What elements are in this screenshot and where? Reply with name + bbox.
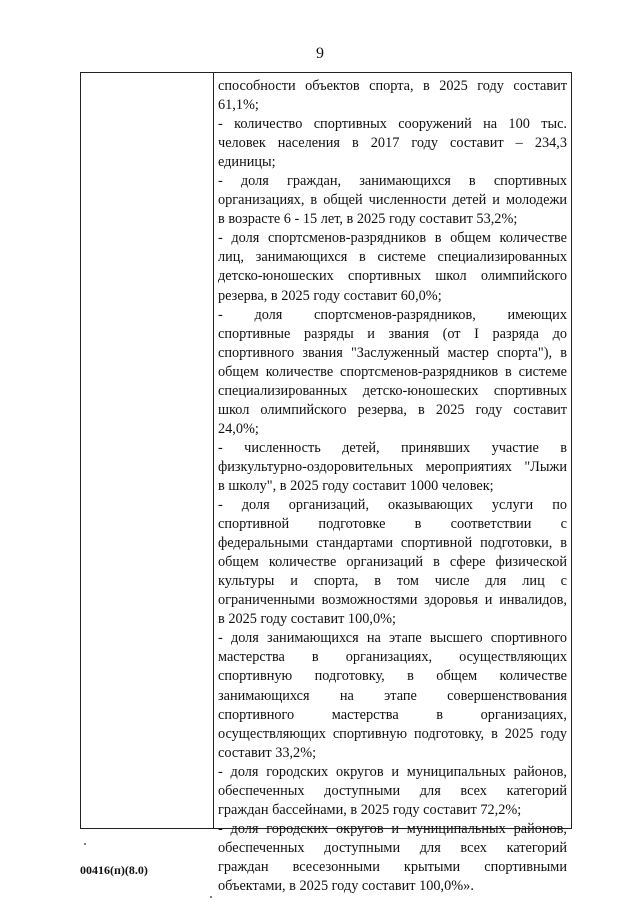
text-line: занимающихся на этапе совершенствования <box>218 687 567 704</box>
text-line: резерва, в 2025 году составит 60,0%; <box>218 287 442 304</box>
text-line: в 2025 году составит 100,0%; <box>218 611 396 628</box>
scan-speck <box>210 896 212 898</box>
text-line: спортивной подготовке в соответствии с <box>218 516 567 533</box>
text-line: общем количестве спортсменов-разрядников в системе <box>218 363 567 380</box>
text-line: культуры и спорта, в том числе для лиц с <box>218 573 567 590</box>
text-line: организациях, в общей численности детей и молодежи <box>218 192 567 209</box>
text-line: лиц, занимающихся в системе специализированных <box>218 249 567 266</box>
text-line: спортивного мастерства в организациях, <box>218 706 567 723</box>
scan-speck <box>84 843 86 845</box>
text-line: в возрасте 6 - 15 лет, в 2025 году составит 53,2%; <box>218 211 518 228</box>
text-line: федеральными стандартами спортивной подготовки, в <box>218 535 567 552</box>
document-code: 00416(п)(8.0) <box>80 863 148 877</box>
text-line: единицы; <box>218 154 276 171</box>
text-line: физкультурно-оздоровительных мероприятиях "Лыжи <box>218 458 567 475</box>
text-line: осуществляющих спортивную подготовку, в 2025 году <box>218 725 567 742</box>
table-right-cell <box>214 73 571 894</box>
text-line: общем количестве организаций в сфере физической <box>218 554 567 571</box>
text-line: мастерства в организациях, осуществляющих <box>218 649 567 666</box>
text-line: школ олимпийского резерва, в 2025 году составит <box>218 401 567 418</box>
text-line: ограниченными возможностями здоровья и инвалидов, <box>218 592 567 609</box>
text-line: 24,0%; <box>218 420 259 437</box>
text-line: - количество спортивных сооружений на 100 тыс. <box>218 116 567 133</box>
text-line: специализированных детско-юношеских спортивных <box>218 382 567 399</box>
text-line: способности объектов спорта, в 2025 году составит <box>218 78 567 94</box>
text-line: объектами, в 2025 году составит 100,0%». <box>218 877 474 894</box>
text-line: - доля занимающихся на этапе высшего спортивного <box>218 630 567 647</box>
text-line: обеспеченных доступными для всех категорий <box>218 839 567 856</box>
text-line: спортивного звания "Заслуженный мастер спорта"), в <box>218 344 567 361</box>
text-line: спортивные разряды и звания (от I разряда до <box>218 325 567 342</box>
text-line: спортивную подготовку, в общем количестве <box>218 668 567 685</box>
text-line: 61,1%; <box>218 97 259 114</box>
text-line: - доля городских округов и муниципальных районов, <box>218 820 567 837</box>
text-line: - доля организаций, оказывающих услуги по <box>218 497 567 514</box>
text-line: - доля городских округов и муниципальных районов, <box>218 763 567 780</box>
text-line: детско-юношеских спортивных школ олимпийского <box>218 268 567 285</box>
text-line: в школу", в 2025 году составит 1000 человек; <box>218 477 494 494</box>
text-line: обеспеченных доступными для всех категорий <box>218 782 567 799</box>
text-line: граждан всесезонными крытыми спортивными <box>218 858 567 875</box>
text-line: - доля граждан, занимающихся в спортивных <box>218 173 567 190</box>
text-line: - доля спортсменов-разрядников в общем количестве <box>218 230 567 247</box>
text-line: граждан бассейнами, в 2025 году составит 72,2%; <box>218 801 522 818</box>
text-line: составит 33,2%; <box>218 744 317 761</box>
text-line: - доля спортсменов-разрядников, имеющих <box>218 306 567 323</box>
table-left-cell <box>81 73 214 828</box>
text-line: - численность детей, принявших участие в <box>218 439 567 456</box>
page-number: 9 <box>316 45 324 62</box>
text-line: человек населения в 2017 году составит – 234,3 <box>218 135 567 152</box>
